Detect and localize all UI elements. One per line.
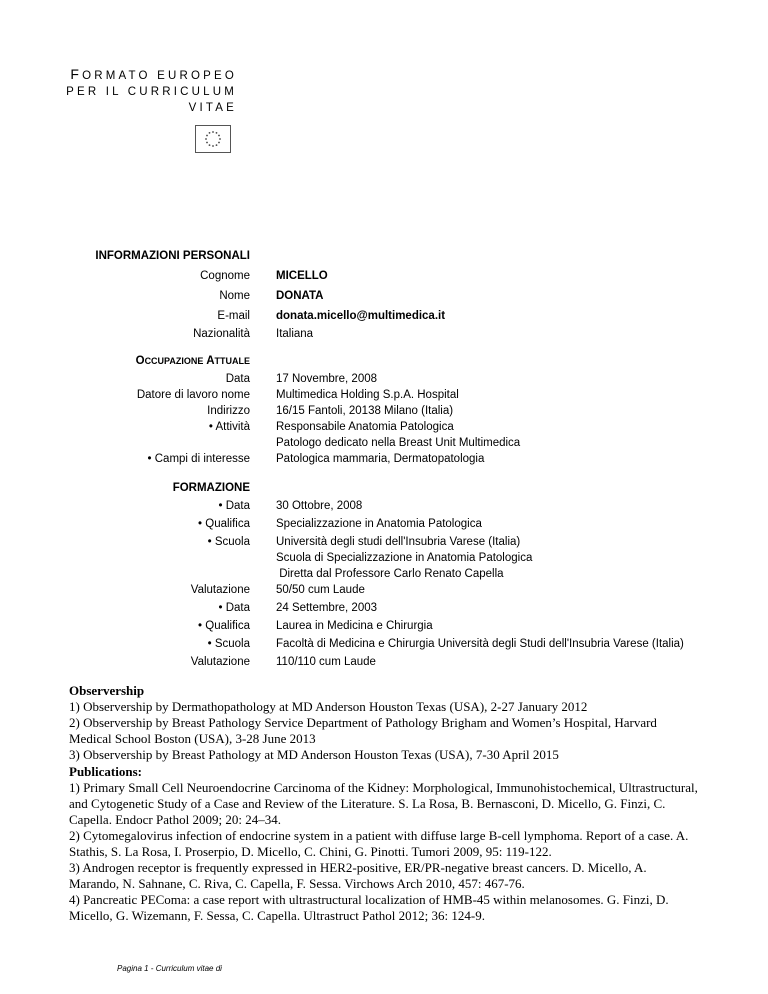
observership-section — [69, 683, 699, 763]
edu2-qualification-value: Laurea in Medicina e Chirurgia — [276, 620, 433, 632]
address-value: 16/15 Fantoli, 20138 Milano (Italia) — [276, 405, 454, 417]
edu2-qualification-label: • Qualifica — [198, 620, 250, 632]
edu-qualification-value: Specializzazione in Anatomia Patologica — [276, 518, 482, 530]
edu-date-label: • Data — [218, 500, 250, 512]
activity-value: Responsabile Anatomia Patologica — [276, 421, 454, 433]
occupation-heading: OCCUPAZIONE ATTUALE — [135, 355, 250, 367]
publications-section — [69, 764, 699, 924]
personal-info-heading: INFORMAZIONI PERSONALI — [95, 250, 250, 262]
edu-school-value: Università degli studi dell'Insubria Varese (Italia) — [276, 536, 521, 548]
observership-heading: Observership — [69, 683, 145, 698]
edu2-grade-label: Valutazione — [190, 656, 250, 668]
edu-school-value-2: Scuola di Specializzazione in Anatomia Patologica — [276, 552, 533, 564]
education-heading: FORMAZIONE — [172, 482, 250, 494]
occupation-date-label: Data — [225, 373, 250, 385]
observership-item: 2) Observership by Breast Pathology Service Department of Pathology Brigham and Women’s Hospital, Harvard Medical School Boston (USA), 3-28 June 2013 — [69, 715, 657, 746]
edu-date-value: 30 Ottobre, 2008 — [276, 500, 363, 512]
observership-item: 1) Observership by Dermathopathology at MD Anderson Houston Texas (USA), 2-27 January 2012 — [69, 699, 588, 714]
edu2-school-label: • Scuola — [207, 638, 250, 650]
surname-label: Cognome — [200, 270, 250, 282]
nationality-value: Italiana — [276, 328, 314, 340]
edu-grade-value: 50/50 cum Laude — [276, 584, 365, 596]
observership-item: 3) Observership by Breast Pathology at MD Anderson Houston Texas (USA), 7-30 April 2015 — [69, 747, 559, 762]
edu2-date-label: • Data — [218, 602, 250, 614]
cv-title-line2: PER IL CURRICULUM — [66, 86, 237, 98]
email-value: donata.micello@multimedica.it — [276, 310, 446, 322]
edu-qualification-label: • Qualifica — [198, 518, 250, 530]
email-label: E-mail — [217, 310, 250, 322]
activity-label: • Attività — [208, 421, 250, 433]
nationality-label: Nazionalità — [193, 328, 250, 340]
occupation-date-value: 17 Novembre, 2008 — [276, 373, 378, 385]
publication-item: 1) Primary Small Cell Neuroendocrine Carcinoma of the Kidney: Morphological, Immunohistochemical, Ultrastructural, and Cytogenetic Study of a Case and Review of the Literature. S. La Rosa, B. Bernasconi, D. Micello, G. Finzi, C. Capella. Endocr Pathol 2009; 20: 24–34. — [69, 780, 698, 827]
page-footer: Pagina 1 - Curriculum vitae di — [117, 964, 222, 973]
name-label: Nome — [219, 290, 250, 302]
cv-title-line1: FORMATO EUROPEO — [70, 66, 237, 82]
edu2-date-value: 24 Settembre, 2003 — [276, 602, 378, 614]
publication-item: 4) Pancreatic PEComa: a case report with ultrastructural localization of HMB-45 within melanosomes. G. Finzi, D. Micello, G. Wizemann, F. Sessa, C. Capella. Ultrastruct Pathol 2012; 36: 124-9. — [69, 892, 669, 923]
edu2-school-value: Facoltà di Medicina e Chirurgia Università degli Studi dell'Insubria Varese (Italia) — [276, 638, 684, 650]
activity-value-2: Patologo dedicato nella Breast Unit Multimedica — [276, 437, 521, 449]
edu-school-label: • Scuola — [207, 536, 250, 548]
interests-value: Patologica mammaria, Dermatopatologia — [276, 453, 485, 465]
interests-label: • Campi di interesse — [147, 453, 250, 465]
employer-value: Multimedica Holding S.p.A. Hospital — [276, 389, 459, 401]
publications-heading: Publications: — [69, 764, 142, 779]
edu2-grade-value: 110/110 cum Laude — [276, 656, 376, 668]
publication-item: 3) Androgen receptor is frequently expressed in HER2-positive, ER/PR-negative breast cancers. D. Micello, A. Marando, N. Sahnane, C. Riva, C. Capella, F. Sessa. Virchows Arch 2010, 457: 467-76. — [69, 860, 647, 891]
cv-title — [0, 66, 237, 116]
edu-grade-label: Valutazione — [190, 584, 250, 596]
eu-flag-icon — [195, 125, 231, 153]
publication-item: 2) Cytomegalovirus infection of endocrine system in a patient with diffuse large B-cell lymphoma. Report of a case. A. Stathis, S. La Rosa, I. Proserpio, D. Micello, C. Chini, G. Pinotti. Tumori 2009, 95: 119-122. — [69, 828, 689, 859]
address-label: Indirizzo — [207, 405, 250, 417]
cv-title-line3: VITAE — [188, 102, 237, 114]
name-value: DONATA — [276, 290, 324, 302]
surname-value: MICELLO — [276, 270, 328, 282]
employer-label: Datore di lavoro nome — [136, 389, 250, 401]
edu-school-value-3: Diretta dal Professore Carlo Renato Capella — [276, 568, 504, 580]
